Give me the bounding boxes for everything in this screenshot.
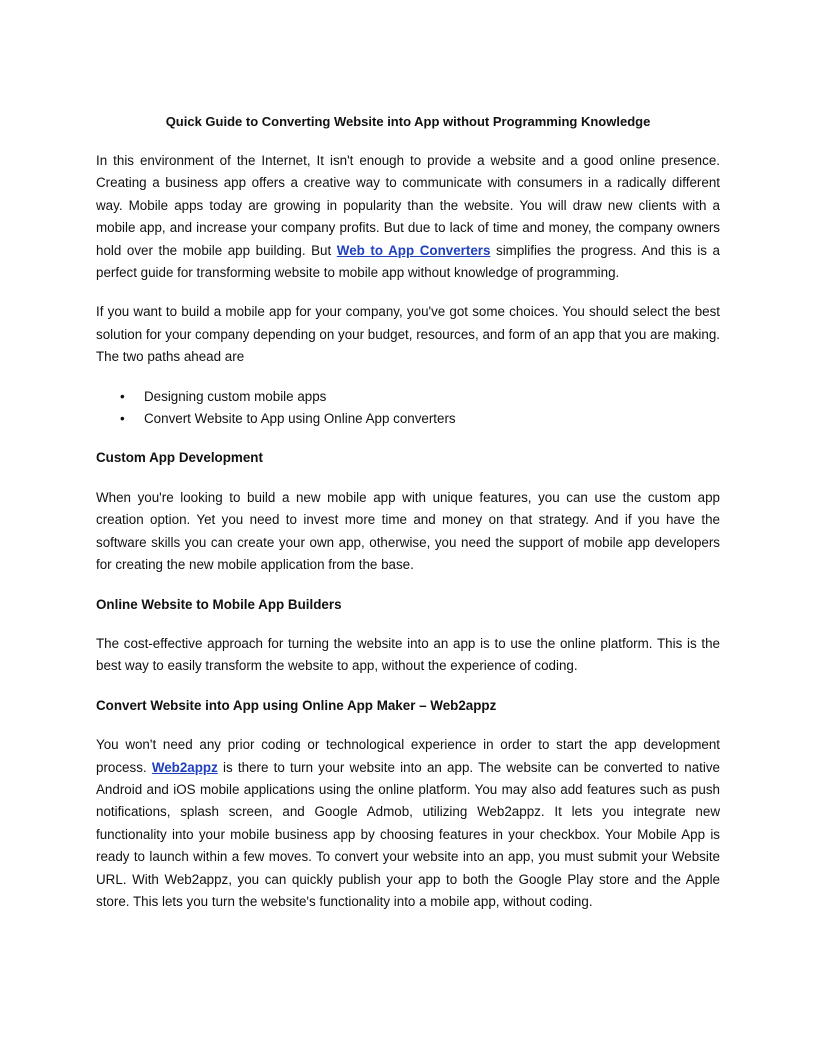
web-to-app-converters-link[interactable]: Web to App Converters: [336, 242, 491, 258]
document-title: Quick Guide to Converting Website into App without Programming Knowledge: [165, 114, 651, 129]
online-builders-paragraph: The cost-effective approach for turning the website into an app is to use the online platform. This is the best way to easily transform the website to app, without the experience of coding.: [96, 635, 720, 674]
list-item-text: Convert Website to App using Online App converters: [144, 411, 456, 427]
web2appz-text-end: is there to turn your website into an app. The website can be converted to native Android and iOS mobile applications using the online platform. You may also add features such as push notifications, splash screen, and Google Admob, utilizing Web2appz. It lets you integrate new functionality into your mobile business app by choosing features in your checkbox. Your Mobile App is ready to launch within a few moves. To convert your website into an app, you must submit your Website URL. With Web2appz, you can quickly publish your app to both the Google Play store and the Apple store. This lets you turn the website's functionality into a mobile app, without coding.: [96, 759, 721, 909]
list-item: [120, 386, 720, 408]
web2appz-heading: Convert Website into App using Online App Maker – Web2appz: [96, 697, 497, 713]
intro-text-end: simplifies the progress. And this is a perfect guide for transforming website to mobile app without knowledge of programming.: [96, 242, 720, 281]
list-item-text: Designing custom mobile apps: [144, 388, 327, 404]
custom-app-paragraph: When you're looking to build a new mobile app with unique features, you can use the custom app creation option. Yet you need to invest more time and money on that strategy. And if you have the software skills you can create your own app, otherwise, you need the support of mobile app developers for creating the new mobile application from the base.: [96, 489, 720, 573]
intro-text-start: In this environment of the Internet, It isn't enough to provide a website and a good online presence. Creating a business app offers a creative way to communicate with consumers in a radically different way. Mobile apps today are growing in popularity than the website. You will draw new clients with a mobile app, and increase your company profits. But due to lack of time and money, the company owners hold over the mobile app building. But: [96, 153, 720, 258]
web2appz-text-start: You won't need any prior coding or technological experience in order to start the app development process.: [96, 737, 720, 775]
choices-paragraph: If you want to build a mobile app for your company, you've got some choices. You should select the best solution for your company depending on your budget, resources, and form of an app that you are making. The two paths ahead are: [96, 304, 720, 365]
intro-paragraph: [96, 150, 720, 284]
list-item: [120, 408, 720, 430]
custom-app-heading: Custom App Development: [96, 450, 263, 466]
bullet-icon: •: [120, 388, 125, 404]
paths-list: [96, 386, 720, 431]
web2appz-paragraph: [96, 734, 720, 913]
bullet-icon: •: [120, 411, 125, 427]
online-builders-heading: Online Website to Mobile App Builders: [96, 596, 342, 612]
web2appz-link[interactable]: Web2appz: [151, 759, 218, 775]
